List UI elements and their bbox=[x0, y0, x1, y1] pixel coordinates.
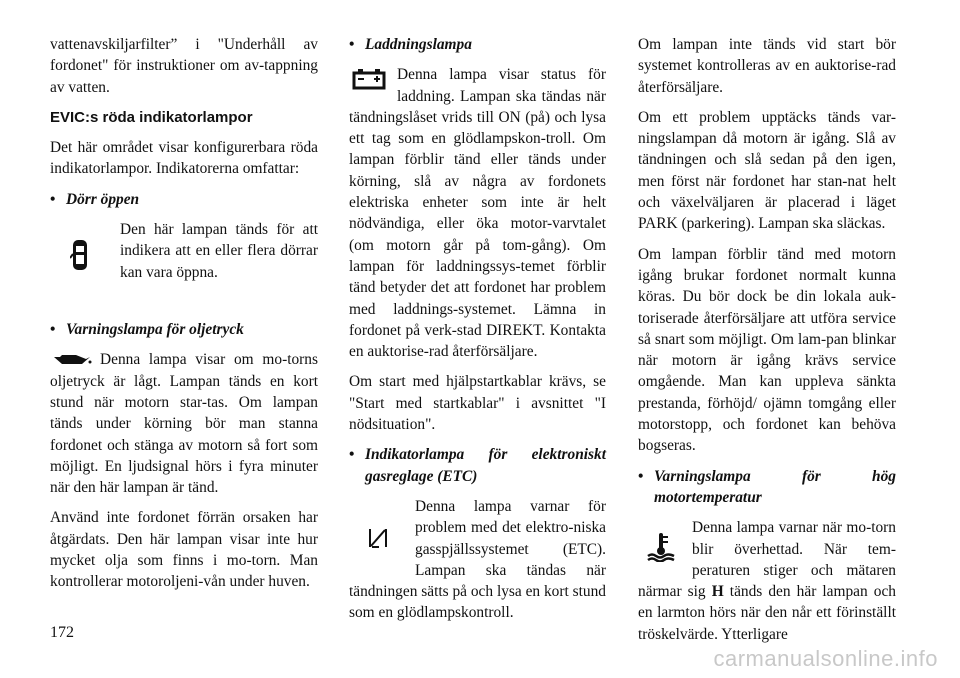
engine-temperature-icon bbox=[638, 517, 684, 577]
charge-title: Laddningslampa bbox=[365, 36, 472, 53]
door-block bbox=[50, 219, 318, 291]
watermark: carmanualsonline.info bbox=[713, 646, 938, 671]
jump-start-text: Om start med hjälpstartkablar krävs, se "Start med startkablar" i avsnittet "I nödsituation". bbox=[349, 373, 606, 434]
door-text: Den här lampan tänds för att indikera att en eller flera dörrar kan vara öppna. bbox=[120, 221, 318, 281]
column-2 bbox=[349, 34, 606, 624]
charge-block bbox=[349, 64, 606, 362]
temp-h-marker: H bbox=[711, 583, 724, 601]
charge-text: Denna lampa visar status för laddning. Lampan ska tändas när tändningslåset vrids till ON (på) och lysa ett tag som en glödlampskon-troll. Om lampan förblir tänd eller tänds under körning, slå av några av fordonets elektriska enheter som inte är helt nödvändiga, eller öka motor-varvtalet (om motorn går på tom-gång). Om lampan för laddningssys-temet förblir tänd betyder det att fordonet har problem med laddnings-systemet. Lämna in fordonet på verk-stad DIREKT. Kontakta en auktorise-rad återförsäljare. bbox=[349, 66, 606, 361]
oil-pressure-icon bbox=[50, 349, 94, 369]
battery-charge-icon bbox=[349, 64, 389, 94]
bullet-dot: • bbox=[50, 321, 56, 339]
door-title: Dörr öppen bbox=[66, 190, 140, 208]
bullet-dot: • bbox=[638, 467, 644, 485]
etc-bullet bbox=[349, 444, 606, 487]
etc-title: Indikatorlampa för elektroniskt gasreglage (ETC) bbox=[365, 446, 606, 485]
section-intro: Det här området visar konfigurerbara röda indikatorlampor. Indikatorerna omfattar: bbox=[50, 139, 318, 178]
bullet-dot: • bbox=[349, 36, 355, 53]
p-stays-lit: Om lampan förblir tänd med motorn igång brukar fordonet normalt kunna köras. Du bör dock be din lokala auk-toriserade återförsäljare att utföra service så snart som möjligt. Om lam-pan blinkar när motorn är igång krävs service omgående. Man kan uppleva sänkta prestanda, förhöjd/ ojämn tomgång eller motorstopp, och fordonet kan behöva bogseras. bbox=[638, 245, 896, 455]
oil-text: Denna lampa visar om mo-torns oljetryck är lågt. Lampan tänds en kort stund när motorn star-tas. Om lampan tänds under körning bör man stanna fordonet och stänga av motorn så fort som möjligt. En ljudsignal hörs i fyra minuter när den här lampan är tänd. bbox=[50, 351, 318, 497]
charge-bullet bbox=[349, 34, 606, 55]
oil-block bbox=[50, 349, 318, 498]
electronic-throttle-icon bbox=[349, 496, 407, 580]
door-bullet bbox=[50, 189, 318, 210]
column-3 bbox=[638, 34, 896, 645]
door-open-icon bbox=[50, 219, 112, 291]
etc-text: Denna lampa varnar för problem med det elektro-niska gasspjällssystemet (ETC). Lampan ska tändas när tändningen sätts på och lysa en kort stund som en glödlampskontroll. bbox=[349, 497, 606, 622]
temp-block bbox=[638, 517, 896, 645]
p-problem: Om ett problem upptäcks tänds var-ningslampan då motorn är igång. Slå av tändningen och slå sedan på den igen, men först när fordonet har stan-nat helt och växelväljaren är placerad i läget PARK (parkering). Lampan ska släckas. bbox=[638, 108, 896, 233]
bullet-dot: • bbox=[50, 190, 56, 208]
temp-bullet bbox=[638, 466, 896, 509]
temp-text-a: Denna lampa varnar när mo-torn blir överhettad. När tem-peraturen stiger och mätaren närmar sig bbox=[638, 519, 896, 601]
etc-block bbox=[349, 496, 606, 624]
oil-text-2: Använd inte fordonet förrän orsaken har åtgärdats. Den här lampan visar inte hur mycket olja som finns i mo-torn. Man kontrollerar motoroljeni-vån under huven. bbox=[50, 509, 318, 591]
intro-paragraph: vattenavskiljarfilter” i "Underhåll av fordonet" för instruktioner om av-tappning av vatten. bbox=[50, 36, 318, 96]
oil-title: Varningslampa för oljetryck bbox=[66, 321, 244, 339]
page-number: 172 bbox=[50, 624, 74, 641]
temp-text-b: tänds den här lampan och en larmton hörs när den når ett förinställt tröskelvärde. Ytterligare bbox=[638, 583, 896, 643]
temp-title: Varningslampa för hög motortemperatur bbox=[654, 467, 896, 506]
column-1 bbox=[50, 34, 318, 602]
bullet-dot: • bbox=[349, 446, 355, 464]
oil-bullet bbox=[50, 319, 318, 340]
section-heading: EVIC:s röda indikatorlampor bbox=[50, 108, 253, 126]
p-not-lit: Om lampan inte tänds vid start bör systemet kontrolleras av en auktorise-rad återförsäljare. bbox=[638, 36, 896, 96]
